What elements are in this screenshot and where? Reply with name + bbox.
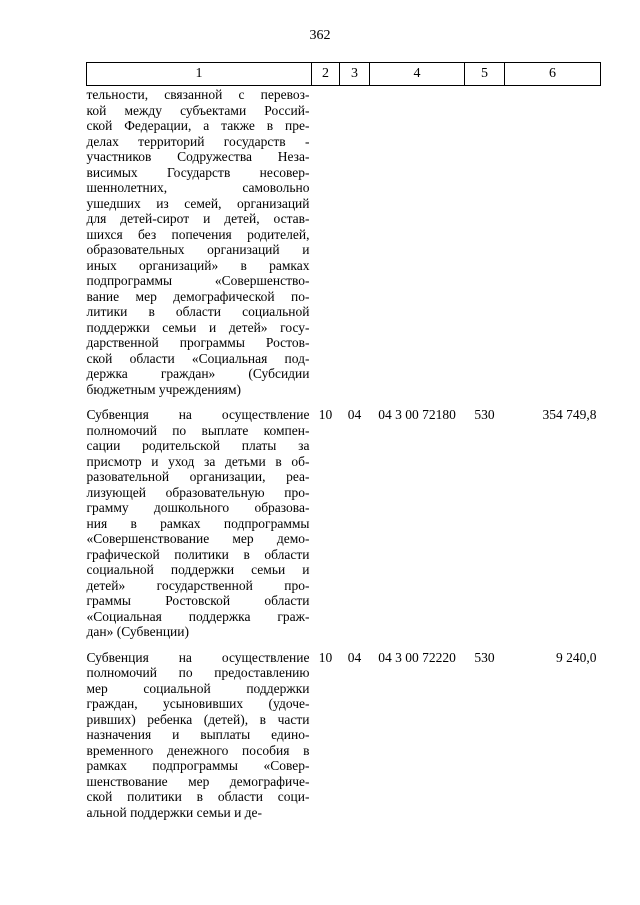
description-line: литики в области социальной bbox=[86, 304, 310, 319]
description-line: образовательных организаций и bbox=[86, 242, 310, 257]
header-col-2: 2 bbox=[312, 63, 340, 86]
description-line: дарственной программы Ростов- bbox=[86, 335, 310, 350]
description-line: альной поддержки семьи и де- bbox=[86, 804, 263, 820]
row-description bbox=[87, 648, 312, 829]
description-line: разовательной организации, реа- bbox=[86, 469, 310, 484]
description-line: «Социальная поддержка граж- bbox=[86, 608, 310, 624]
description-line: ривших) ребенка (детей), в части bbox=[86, 711, 310, 727]
subsection-code: 04 bbox=[347, 649, 362, 665]
budget-table bbox=[86, 62, 601, 828]
table-row bbox=[87, 405, 601, 648]
header-col-1: 1 bbox=[87, 63, 312, 86]
target-article-code: 04 3 00 72180 bbox=[378, 407, 456, 422]
section-code bbox=[312, 86, 340, 406]
subsection-code bbox=[340, 86, 370, 406]
subsection-code: 04 bbox=[347, 407, 362, 422]
description-line: временного денежного пособия в bbox=[86, 742, 310, 758]
page-number: 362 bbox=[309, 28, 331, 43]
description-line: шенствование мер демографиче- bbox=[86, 773, 310, 789]
table-body bbox=[87, 86, 601, 829]
target-article-code: 04 3 00 72220 bbox=[378, 649, 456, 665]
expense-type-code bbox=[465, 86, 505, 406]
row-description bbox=[87, 86, 312, 406]
description-line: ушедших из семей, организаций bbox=[86, 195, 310, 211]
description-line: Субвенция на осуществление bbox=[86, 407, 310, 422]
description-line: графической политики в области bbox=[86, 546, 310, 562]
header-col-4: 4 bbox=[370, 63, 465, 86]
description-line: дан» (Субвенции) bbox=[86, 624, 189, 639]
header-col-3: 3 bbox=[340, 63, 370, 86]
description-line: «Совершенствование мер демо- bbox=[86, 531, 310, 546]
description-line: рамках подпрограммы «Совер- bbox=[86, 758, 310, 773]
section-code: 10 bbox=[318, 649, 333, 665]
description-line: грамму дошкольного образова- bbox=[86, 500, 310, 515]
description-line: Субвенция на осуществление bbox=[86, 649, 310, 665]
expense-type-code: 530 bbox=[474, 407, 495, 422]
description-line: шихся без попечения родителей, bbox=[86, 226, 310, 242]
description-line: лизующей образовательную про- bbox=[86, 484, 310, 500]
description-line: делах территорий государств - bbox=[86, 133, 310, 149]
description-line: ской политики в области соци- bbox=[86, 789, 310, 804]
amount-value: 354 749,8 bbox=[542, 407, 597, 422]
description-line: кой между субъектами Россий- bbox=[86, 102, 310, 118]
description-line: бюджетным учреждениям) bbox=[86, 381, 242, 397]
description-line: вание мер демографической по- bbox=[86, 288, 310, 304]
description-line: граммы Ростовской области bbox=[86, 593, 310, 608]
description-line: ской области «Социальная под- bbox=[86, 350, 310, 366]
description-line: для детей-сирот и детей, остав- bbox=[86, 211, 310, 226]
description-line: мер социальной поддержки bbox=[86, 680, 310, 696]
description-line: поддержки семьи и детей» госу- bbox=[86, 319, 310, 335]
description-line: ния в рамках подпрограммы bbox=[86, 515, 310, 531]
header-col-6: 6 bbox=[505, 63, 601, 86]
table-row bbox=[87, 648, 601, 829]
description-line: участников Содружества Неза- bbox=[86, 149, 310, 164]
header-col-5: 5 bbox=[465, 63, 505, 86]
section-code: 10 bbox=[318, 407, 333, 422]
description-line: подпрограммы «Совершенство- bbox=[86, 273, 310, 288]
description-line: полномочий по предоставлению bbox=[86, 665, 310, 680]
description-line: социальной поддержки семьи и bbox=[86, 562, 310, 577]
description-line: сации родительской платы за bbox=[86, 438, 310, 453]
expense-type-code: 530 bbox=[474, 649, 495, 665]
description-line: иных организаций» в рамках bbox=[86, 257, 310, 273]
description-line: присмотр и уход за детьми в об- bbox=[86, 453, 310, 469]
description-line: держка граждан» (Субсидии bbox=[86, 366, 310, 381]
row-description bbox=[87, 405, 312, 648]
table-row bbox=[87, 86, 601, 406]
description-line: шеннолетних, самовольно bbox=[86, 180, 310, 195]
description-line: назначения и выплаты едино- bbox=[86, 727, 310, 742]
table-header bbox=[87, 63, 601, 86]
description-line: висимых Государств несовер- bbox=[86, 164, 310, 180]
description-line: граждан, усыновивших (удоче- bbox=[86, 696, 310, 711]
target-article-code bbox=[370, 86, 465, 406]
description-line: ской Федерации, а также в пре- bbox=[86, 118, 310, 133]
description-line: полномочий по выплате компен- bbox=[86, 422, 310, 438]
amount-value: 9 240,0 bbox=[556, 649, 597, 665]
amount-value bbox=[505, 86, 601, 406]
description-line: тельности, связанной с перевоз- bbox=[86, 87, 310, 102]
description-line: детей» государственной про- bbox=[86, 577, 310, 593]
